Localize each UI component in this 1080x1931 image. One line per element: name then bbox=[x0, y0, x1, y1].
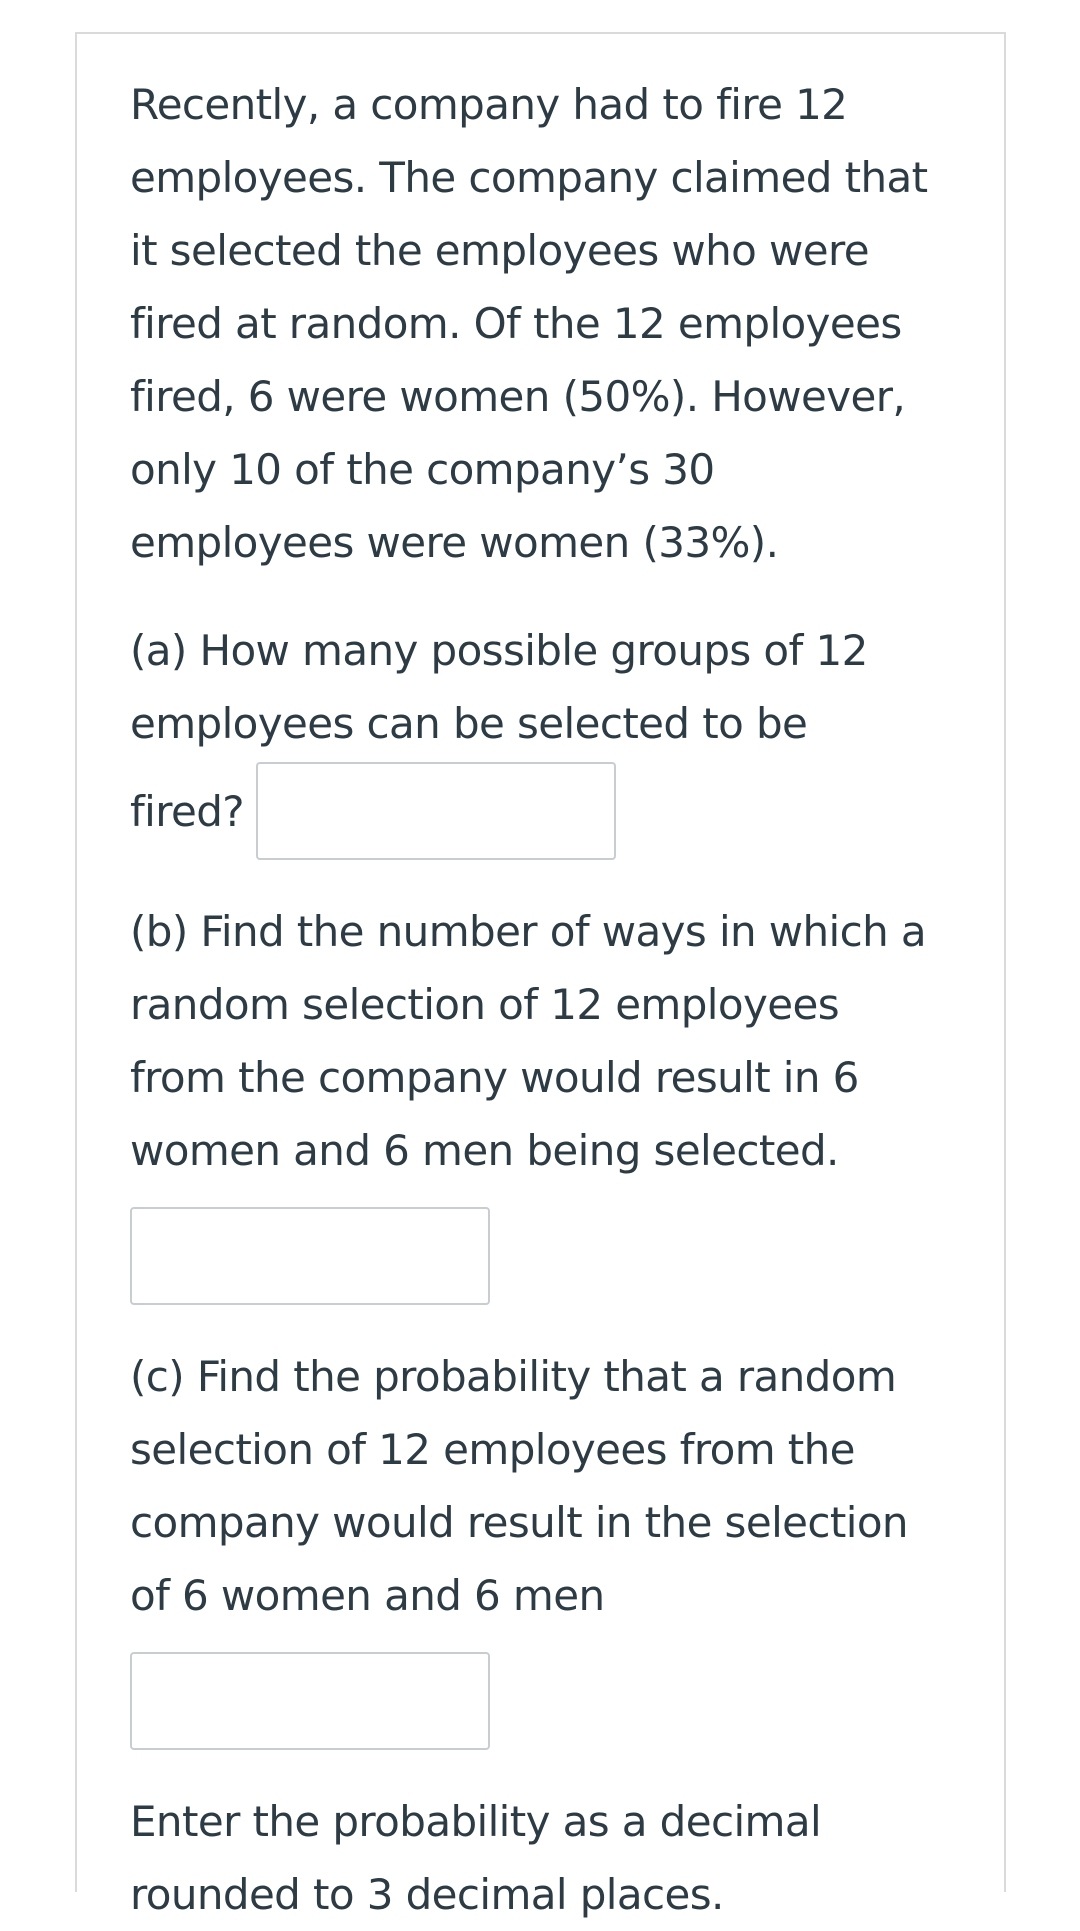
intro-line: fired, 6 were women (50%). However, bbox=[130, 372, 906, 421]
part-c-answer-input[interactable] bbox=[130, 1652, 490, 1750]
part-c-line: of 6 women and 6 men bbox=[130, 1571, 605, 1620]
part-b-paragraph bbox=[130, 895, 970, 1305]
intro-line: fired at random. Of the 12 employees bbox=[130, 299, 902, 348]
part-a-paragraph bbox=[130, 614, 970, 860]
part-c-line: selection of 12 employees from the bbox=[130, 1425, 855, 1474]
part-c-answer-row bbox=[130, 1652, 970, 1750]
part-b-line: random selection of 12 employees bbox=[130, 980, 839, 1029]
part-b-answer-input[interactable] bbox=[130, 1207, 490, 1305]
part-c-line: company would result in the selection bbox=[130, 1498, 908, 1547]
part-a-answer-input[interactable] bbox=[256, 762, 616, 860]
part-c-paragraph bbox=[130, 1340, 970, 1750]
intro-line: employees were women (33%). bbox=[130, 518, 779, 567]
question-content bbox=[130, 68, 970, 1931]
part-a-line: employees can be selected to be bbox=[130, 699, 808, 748]
intro-paragraph bbox=[130, 68, 970, 579]
spacer bbox=[130, 860, 970, 895]
part-a-line: (a) How many possible groups of 12 bbox=[130, 626, 868, 675]
part-b-answer-row bbox=[130, 1207, 970, 1305]
spacer bbox=[130, 1305, 970, 1340]
part-a-answer-row bbox=[130, 762, 970, 860]
part-b-line: from the company would result in 6 bbox=[130, 1053, 859, 1102]
intro-line: only 10 of the company’s 30 bbox=[130, 445, 715, 494]
intro-line: Recently, a company had to fire 12 bbox=[130, 80, 848, 129]
part-a-inline-label: fired? bbox=[130, 786, 244, 836]
intro-line: it selected the employees who were bbox=[130, 226, 869, 275]
spacer bbox=[130, 579, 970, 614]
intro-line: employees. The company claimed that bbox=[130, 153, 928, 202]
instruction-paragraph bbox=[130, 1785, 970, 1931]
part-b-line: women and 6 men being selected. bbox=[130, 1126, 839, 1175]
part-c-line: (c) Find the probability that a random bbox=[130, 1352, 897, 1401]
instruction-line: Enter the probability as a decimal bbox=[130, 1797, 822, 1846]
spacer bbox=[130, 1750, 970, 1785]
instruction-line: rounded to 3 decimal places. bbox=[130, 1870, 724, 1919]
part-b-line: (b) Find the number of ways in which a bbox=[130, 907, 927, 956]
